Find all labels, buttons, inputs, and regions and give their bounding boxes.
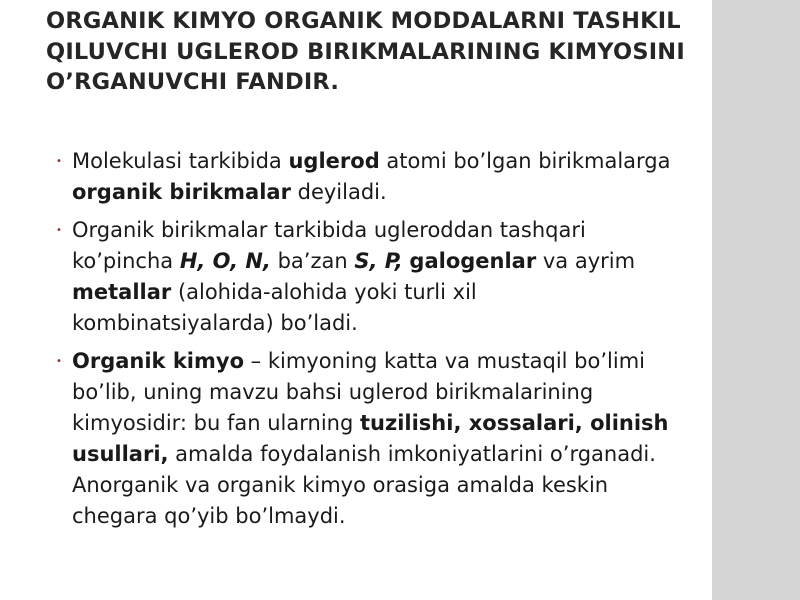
bullet-item-organic-chemistry bbox=[56, 346, 676, 532]
bullet-icon: • bbox=[56, 225, 62, 236]
bullet-text-bold: metallar bbox=[72, 280, 172, 304]
bullet-text: (alohida-alohida yoki turli xil kombinatsiyalarda) bo’ladi. bbox=[72, 280, 477, 335]
bullet-text: ba’zan bbox=[270, 249, 355, 273]
bullet-item-molecule bbox=[56, 146, 676, 208]
bullet-text-bold: uglerod bbox=[288, 149, 380, 173]
bullet-text: deyiladi. bbox=[290, 180, 387, 204]
bullet-text-bold: tuzilishi, xossalari, olinish usullari, bbox=[72, 411, 669, 466]
bullet-text-bold: galogenlar bbox=[409, 249, 537, 273]
bullet-text-bold-italic: S, P, bbox=[354, 249, 403, 273]
bullet-item-elements bbox=[56, 215, 676, 339]
bullet-text: va ayrim bbox=[536, 249, 636, 273]
bullet-text: – kimyoning katta va mustaqil bo’limi bo’lib, uning mavzu bahsi uglerod birikmalarining kimyosidir: bu fan ularning bbox=[72, 349, 645, 435]
bullet-text-bold: Organik kimyo bbox=[72, 349, 244, 373]
side-decoration-bar bbox=[712, 0, 800, 600]
bullet-text: amalda foydalanish imkoniyatlarini o’rganadi. Anorganik va organik kimyo orasiga amalda keskin chegara qo’yib bo’lmaydi. bbox=[72, 442, 656, 528]
bullet-text: Molekulasi tarkibida bbox=[72, 149, 289, 173]
bullet-text: Organik birikmalar tarkibida ugleroddan tashqari ko’pincha bbox=[72, 218, 586, 273]
bullet-text-bold-italic: H, O, N, bbox=[179, 249, 271, 273]
bullet-text: atomi bo’lgan birikmalarga bbox=[379, 149, 671, 173]
slide-title: ORGANIK KIMYO ORGANIK MODDALARNI TASHKIL QILUVCHI UGLEROD BIRIKMALARINING KIMYOSINI O’RGANUVCHI FANDIR. bbox=[46, 8, 685, 95]
bullet-icon: • bbox=[56, 356, 62, 367]
bullet-list bbox=[56, 146, 676, 539]
bullet-icon: • bbox=[56, 156, 62, 167]
bullet-text-bold: organik birikmalar bbox=[72, 180, 291, 204]
